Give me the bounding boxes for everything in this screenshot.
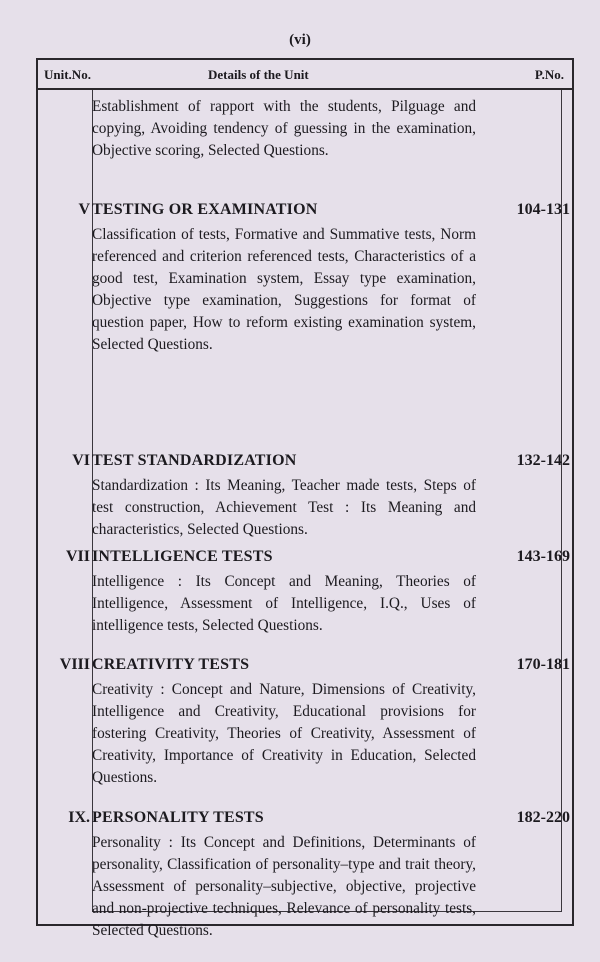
- unit-title: INTELLIGENCE TESTS: [92, 548, 273, 565]
- unit-description: Creativity : Concept and Nature, Dimensions of Creativity, Intelligence and Creativity, Educational provisions for fostering Creativity, Theories of Creativity, Assessment of Creativity, Importance of Creativity in Education, Selected Questions.: [92, 681, 476, 786]
- unit-title: PERSONALITY TESTS: [92, 809, 264, 826]
- unit-number: IX.: [68, 809, 90, 826]
- unit-title: CREATIVITY TESTS: [92, 656, 250, 673]
- continuation-text: Establishment of rapport with the students, Pilguage and copying, Avoiding tendency of guessing in the examination, Objective scoring, Selected Questions.: [92, 98, 476, 159]
- unit-pages: 170-181: [516, 656, 570, 673]
- contents-table: [36, 58, 574, 939]
- unit-number: VIII: [59, 656, 90, 673]
- unit-number: VI: [72, 452, 90, 469]
- table-header: [38, 60, 572, 90]
- unit-no-column-header: Unit.No.: [44, 67, 91, 82]
- details-column-header: Details of the Unit: [208, 67, 309, 82]
- unit-number: V: [78, 201, 90, 218]
- unit-number: VII: [65, 548, 90, 565]
- unit-pages: 143-169: [516, 548, 570, 565]
- unit-description: Personality : Its Concept and Definitions, Determinants of personality, Classification of personality–type and trait theory, Assessment of personality–subjective, objective, projective and non-projective techniques, Relevance of personality tests, Selected Questions.: [92, 834, 476, 939]
- unit-description: Intelligence : Its Concept and Meaning, Theories of Intelligence, Assessment of Intelligence, I.Q., Uses of intelligence tests, Selected Questions.: [92, 573, 476, 634]
- unit-pages: 182-220: [516, 809, 570, 826]
- unit-pages: 132-142: [516, 452, 570, 469]
- unit-description: Standardization : Its Meaning, Teacher made tests, Steps of test construction, Achievement Test : Its Meaning and characteristics, Selected Questions.: [92, 477, 476, 538]
- unit-description: Classification of tests, Formative and Summative tests, Norm referenced and criterion referenced tests, Characteristics of a good test, Examination system, Essay type examination, Objective type examination, Suggestions for format of question paper, How to reform existing examination system, Selected Questions.: [92, 226, 476, 353]
- page-number: (vi): [289, 32, 311, 48]
- unit-title: TEST STANDARDIZATION: [92, 452, 297, 469]
- page-no-column-header: P.No.: [534, 67, 564, 82]
- unit-title: TESTING OR EXAMINATION: [92, 201, 318, 218]
- unit-pages: 104-131: [516, 201, 570, 218]
